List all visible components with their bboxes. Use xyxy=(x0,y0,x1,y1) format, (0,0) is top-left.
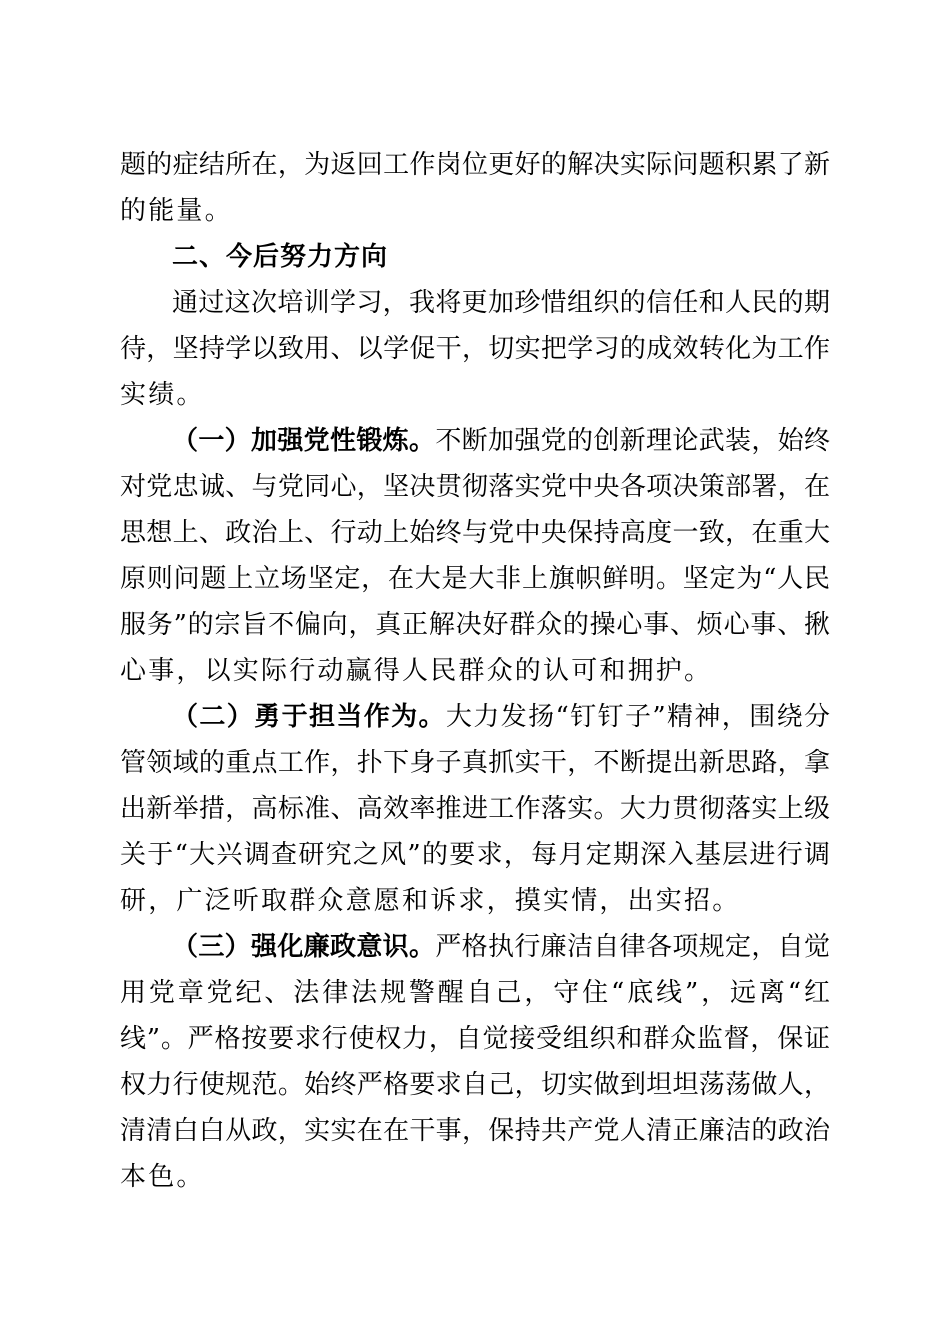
item-line: 权力行使规范。始终严格要求自己，切实做到坦坦荡荡做人， xyxy=(120,1070,830,1100)
item-line: 研，广泛听取群众意愿和诉求，摸实情，出实招。 xyxy=(120,886,741,916)
item-line: 本色。 xyxy=(120,1162,205,1192)
item-line: 服务”的宗旨不偏向，真正解决好群众的操心事、烦心事、揪 xyxy=(120,610,830,640)
section-intro-line: 待，坚持学以致用、以学促干，切实把学习的成效转化为工作 xyxy=(120,334,830,364)
intro-line: 题的症结所在，为返回工作岗位更好的解决实际问题积累了新 xyxy=(120,150,830,180)
item-line: 线”。严格按要求行使权力，自觉接受组织和群众监督，保证 xyxy=(120,1024,830,1054)
item-line: 原则问题上立场坚定，在大是大非上旗帜鲜明。坚定为“人民 xyxy=(120,564,830,594)
item-first-line xyxy=(172,924,830,970)
item-text: 大力发扬“钉钉子”精神，围绕分 xyxy=(445,702,830,732)
section-intro-line: 通过这次培训学习，我将更加珍惜组织的信任和人民的期 xyxy=(172,288,830,318)
item-line: 出新举措，高标准、高效率推进工作落实。大力贯彻落实上级 xyxy=(120,794,830,824)
section-heading: 二、今后努力方向 xyxy=(172,242,389,272)
item-line: 思想上、政治上、行动上始终与党中央保持高度一致，在重大 xyxy=(120,518,830,548)
intro-line: 的能量。 xyxy=(120,196,233,226)
item-title: （二）勇于担当作为。 xyxy=(172,702,446,732)
item-line: 关于“大兴调查研究之风”的要求，每月定期深入基层进行调 xyxy=(120,840,830,870)
item-line: 对党忠诚、与党同心，坚决贯彻落实党中央各项决策部署，在 xyxy=(120,472,830,502)
item-text: 严格执行廉洁自律各项规定，自觉 xyxy=(435,932,830,962)
item-line: 用党章党纪、法律法规警醒自己，守住“底线”，远离“红 xyxy=(120,978,830,1008)
section-intro-line: 实绩。 xyxy=(120,380,205,410)
item-line: 管领域的重点工作，扑下身子真抓实干，不断提出新思路，拿 xyxy=(120,748,830,778)
item-text: 不断加强党的创新理论武装，始终 xyxy=(435,426,830,456)
item-line: 心事，以实际行动赢得人民群众的认可和拥护。 xyxy=(120,656,713,686)
item-first-line xyxy=(172,418,830,464)
item-first-line xyxy=(172,694,830,740)
item-title: （一）加强党性锻炼。 xyxy=(172,426,436,456)
item-line: 清清白白从政，实实在在干事，保持共产党人清正廉洁的政治 xyxy=(120,1116,830,1146)
item-title: （三）强化廉政意识。 xyxy=(172,932,436,962)
